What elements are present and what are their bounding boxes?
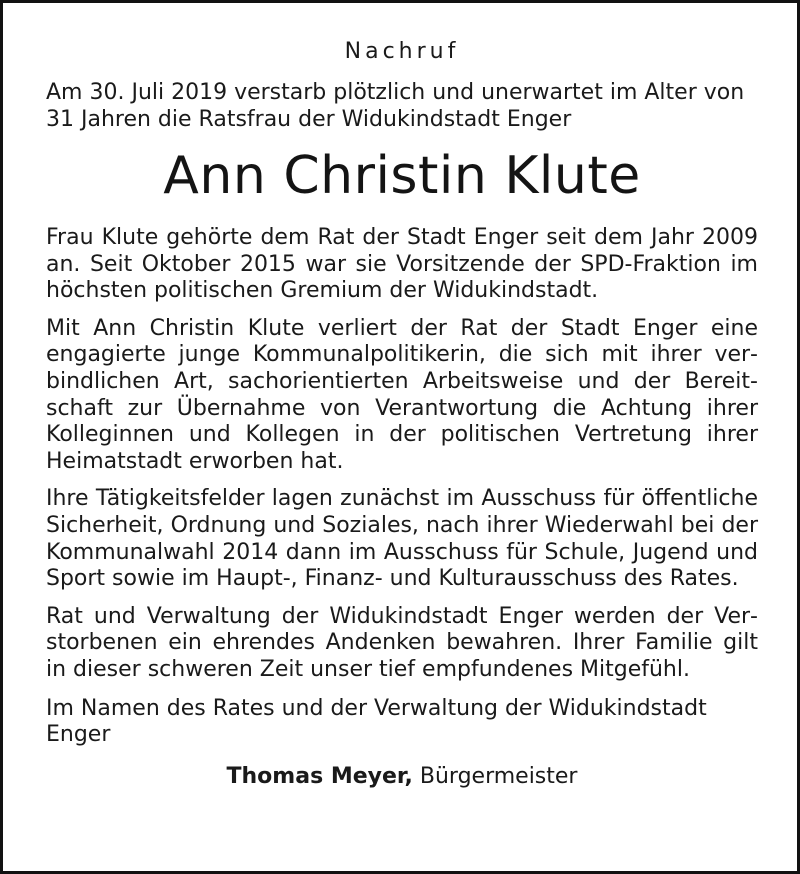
paragraph-tribute: Mit Ann Christin Klute verliert der Rat der Stadt Enger eine engagierte junge Kommunalpolitikerin, die sich mit ihrer verbindlichen Art, sachorientierten Arbeitsweise und der Bereitschaft zur Übernahme von Verantwortung die Achtung ihrer Kolleginnen und Kollegen in der politischen Vertretung ihrer Heimatstadt erworben hat. bbox=[46, 315, 758, 474]
signature-name: Thomas Meyer, bbox=[226, 763, 413, 789]
signature-title: Bürgermeister bbox=[419, 763, 578, 789]
paragraph-committees: Ihre Tätigkeitsfelder lagen zunächst im Ausschuss für öffentliche Sicherheit, Ordnung und Soziales, nach ihrer Wiederwahl bei der Kommunalwahl 2014 dann im Ausschuss für Schule, Jugend und Sport sowie im Haupt-, Finanz- und Kulturausschuss des Rates. bbox=[46, 486, 758, 592]
signature-line bbox=[46, 764, 758, 790]
deceased-name: Ann Christin Klute bbox=[163, 146, 641, 206]
paragraph-membership: Frau Klute gehörte dem Rat der Stadt Enger seit dem Jahr 2009 an. Seit Oktober 2015 war sie Vorsitzende der SPD-Fraktion im höchsten politischen Gremium der Widukindstadt. bbox=[46, 225, 758, 304]
intro-text: Am 30. Juli 2019 verstarb plötzlich und unerwartet im Alter von 31 Jahren die Ratsfrau der Widukindstadt Enger bbox=[46, 80, 745, 132]
paragraph-condolence: Rat und Verwaltung der Widukindstadt Enger werden der Verstorbenen ein ehrendes Andenken bewahren. Ihrer Familie gilt in dieser schweren Zeit unser tief empfundenes Mitgefühl. bbox=[46, 603, 758, 682]
signoff-text: Im Namen des Rates und der Verwaltung der Widukindstadt Enger bbox=[46, 695, 707, 747]
obituary-heading: Nachruf bbox=[344, 39, 460, 64]
obituary-content bbox=[46, 37, 758, 790]
